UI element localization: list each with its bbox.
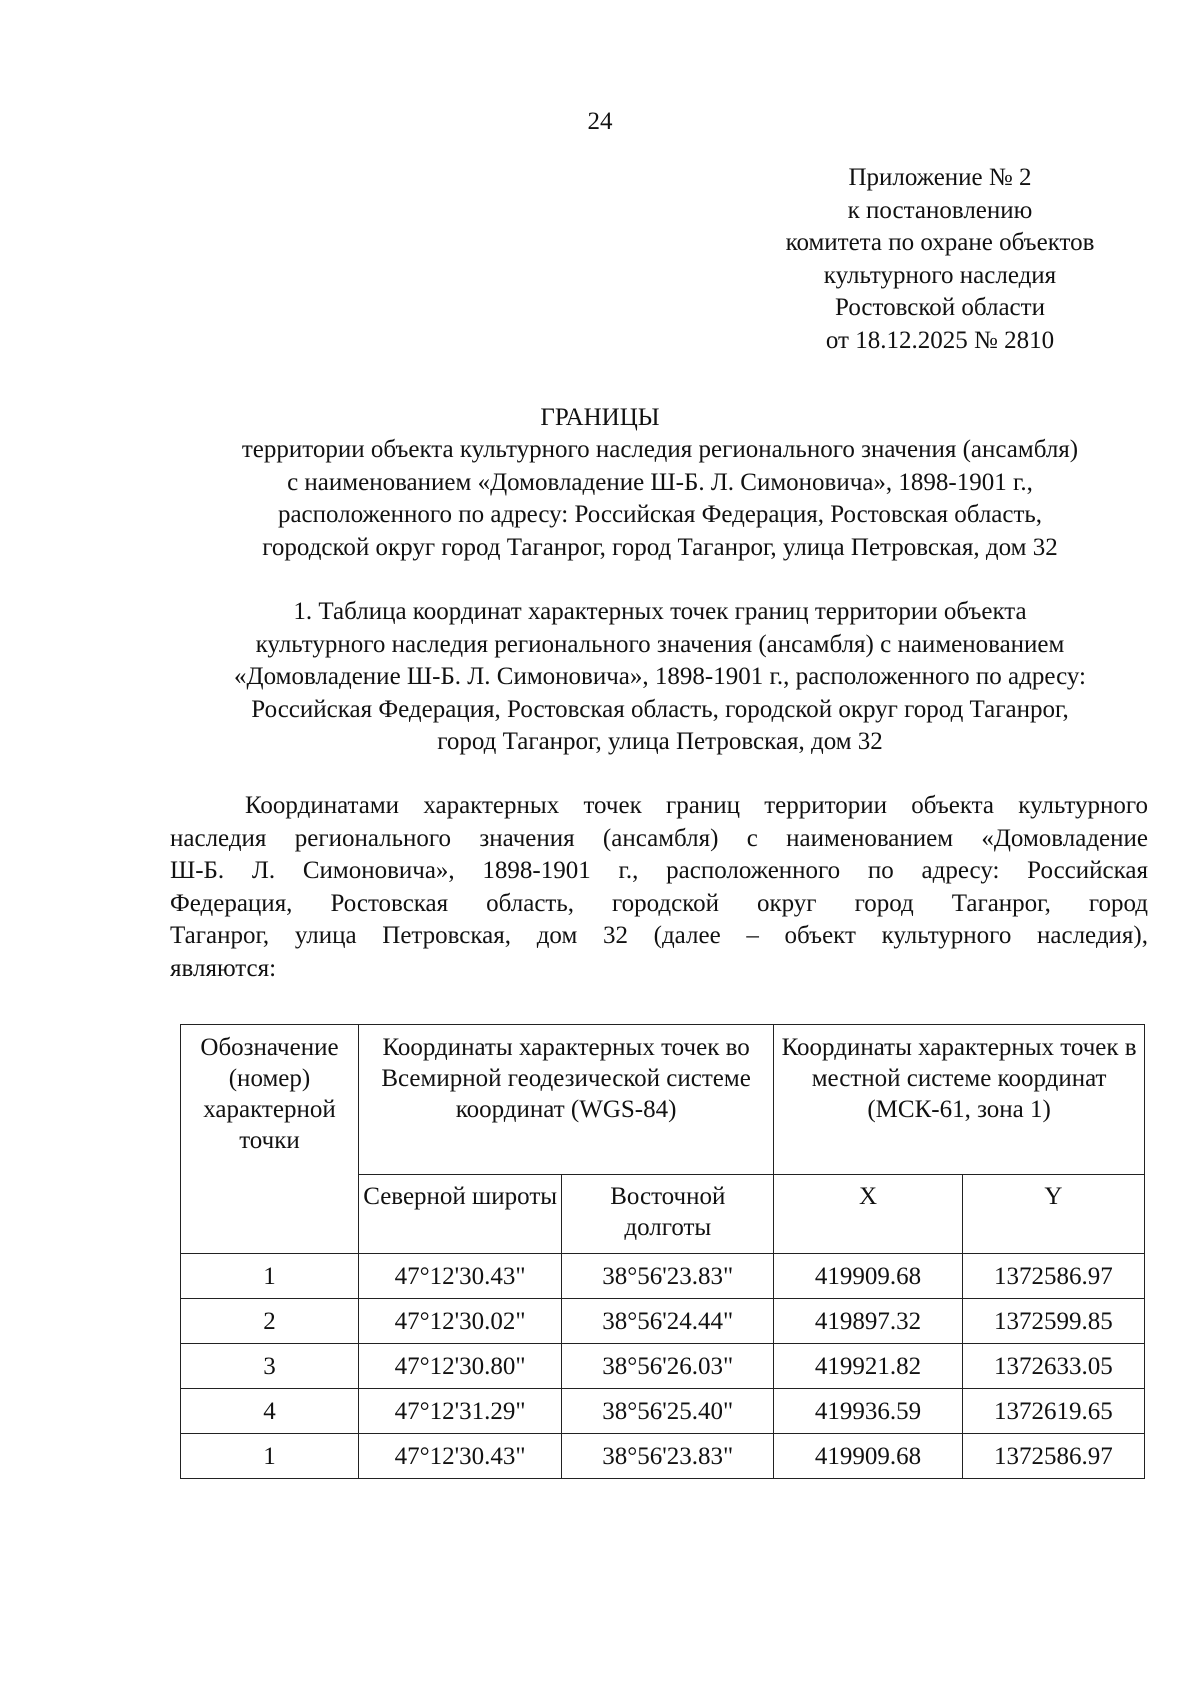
header-x: X [774,1175,963,1254]
paragraph-line: Координатами характерных точек границ территории объекта культурного [245,792,1148,819]
cell-y: 1372586.97 [962,1254,1144,1299]
appendix-line: культурного наследия [823,261,1057,289]
cell-longitude: 38°56'23.83" [562,1254,774,1299]
cell-point: 2 [181,1299,359,1344]
header-wgs84: Координаты характерных точек во Всемирной геодезической системе координат (WGS-84) [358,1025,773,1175]
appendix-line: Приложение № 2 [848,164,1032,191]
header-east-longitude: Восточной долготы [562,1175,774,1254]
section-title-line: «Домовладение Ш-Б. Л. Симоновича», 1898-1901 г., расположенного по адресу: [234,663,1086,690]
appendix-block [740,162,1140,357]
document-title [90,434,1200,564]
cell-longitude: 38°56'26.03" [562,1344,774,1389]
cell-latitude: 47°12'30.02" [358,1299,561,1344]
appendix-line: от 18.12.2025 № 2810 [825,326,1055,354]
header-north-latitude: Северной широты [358,1175,561,1254]
coordinates-table [180,1024,1145,1479]
cell-longitude: 38°56'25.40" [562,1389,774,1434]
cell-latitude: 47°12'31.29" [358,1389,561,1434]
paragraph-line: являются: [170,954,277,982]
cell-point: 1 [181,1434,359,1479]
paragraph-line: Таганрог, улица Петровская, дом 32 (далее – объект культурного наследия), [170,922,1148,949]
cell-x: 419909.68 [774,1254,963,1299]
appendix-line: к постановлению [847,196,1033,224]
paragraph-line: Ш-Б. Л. Симоновича», 1898-1901 г., расположенного по адресу: Российская [170,857,1148,884]
section-title-line: культурного наследия регионального значения (ансамбля) с наименованием [255,630,1065,658]
title-line: расположенного по адресу: Российская Федерация, Ростовская область, [277,501,1043,528]
table-row [181,1344,1145,1389]
cell-latitude: 47°12'30.43" [358,1254,561,1299]
table-row [181,1434,1145,1479]
page-number: 24 [587,108,613,135]
cell-x: 419936.59 [774,1389,963,1434]
cell-y: 1372619.65 [962,1389,1144,1434]
cell-x: 419909.68 [774,1434,963,1479]
table-row [181,1254,1145,1299]
appendix-line: комитета по охране объектов [785,229,1095,256]
cell-latitude: 47°12'30.80" [358,1344,561,1389]
paragraph-line: наследия регионального значения (ансамбля) с наименованием «Домовладение [170,824,1148,852]
title-line: с наименованием «Домовладение Ш-Б. Л. Симоновича», 1898-1901 г., [287,468,1033,496]
table-row [181,1299,1145,1344]
cell-longitude: 38°56'24.44" [562,1299,774,1344]
header-point-number: Обозначение (номер) характерной точки [181,1025,359,1254]
cell-longitude: 38°56'23.83" [562,1434,774,1479]
section-title-line: город Таганрог, улица Петровская, дом 32 [437,728,883,755]
cell-x: 419897.32 [774,1299,963,1344]
cell-point: 4 [181,1389,359,1434]
title-line: городской округ город Таганрог, город Таганрог, улица Петровская, дом 32 [262,533,1058,561]
header-msk61: Координаты характерных точек в местной системе координат (МСК-61, зона 1) [774,1025,1145,1175]
appendix-line: Ростовской области [835,294,1045,321]
document-heading: ГРАНИЦЫ [540,404,660,431]
header-y: Y [962,1175,1144,1254]
paragraph-line: Федерация, Ростовская область, городской округ город Таганрог, город [170,889,1148,917]
section-title-line: 1. Таблица координат характерных точек границ территории объекта [293,598,1027,625]
cell-y: 1372586.97 [962,1434,1144,1479]
section-title [120,596,1200,759]
body-paragraph [170,790,1148,985]
cell-y: 1372633.05 [962,1344,1144,1389]
cell-point: 1 [181,1254,359,1299]
cell-y: 1372599.85 [962,1299,1144,1344]
cell-x: 419921.82 [774,1344,963,1389]
cell-latitude: 47°12'30.43" [358,1434,561,1479]
table-row [181,1389,1145,1434]
title-line: территории объекта культурного наследия регионального значения (ансамбля) [241,436,1079,463]
section-title-line: Российская Федерация, Ростовская область, городской округ город Таганрог, [251,695,1069,723]
cell-point: 3 [181,1344,359,1389]
